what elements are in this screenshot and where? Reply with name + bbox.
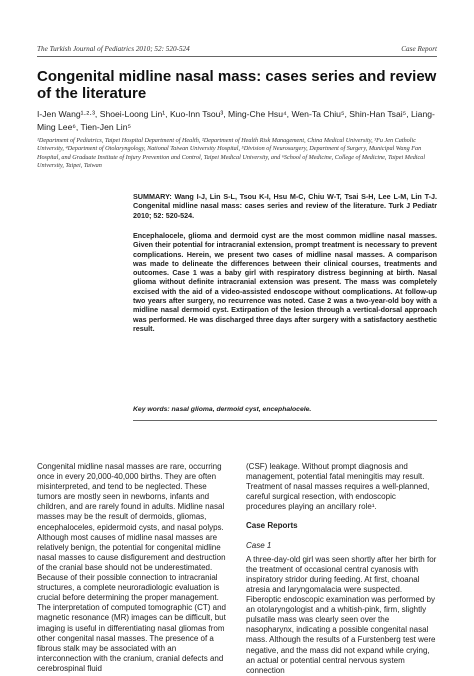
intro-continuation: (CSF) leakage. Without prompt diagnosis and management, potential fatal meningitis may result. Treatment of nasal masses requires a well-planned, careful surgical resection, with endoscopic procedures playing an ancillary role¹.: [246, 462, 430, 512]
left-column: [37, 462, 231, 674]
case-1-heading: Case 1: [246, 540, 272, 550]
affiliations: ¹Department of Pediatrics, Taipei Hospital Department of Health, ²Department of Health Risk Management, China Medical University, ³Fu Jen Catholic University, ⁴Department of Otolaryngology, National Taiwan University Hospital, ⁵Division of Neurosurgery, Department of Surgery, Municipal Wang Fan Hospital, and Graduate Institute of Injury Prevention and Control, Taipei Medical University, and ⁶School of Medicine, College of Medicine, Taipei Medical University, Taipei, Taiwan: [37, 137, 426, 170]
running-head: [37, 45, 437, 53]
author-list: I-Jen Wang¹·²·³, Shoei-Loong Lin¹, Kuo-Inn Tsou³, Ming-Che Hsu⁴, Wen-Ta Chiu⁵, Shin-Han Tsai⁵, Liang-Ming Lee⁶, Tien-Jen Lin⁵: [37, 109, 435, 132]
header-rule: [37, 56, 437, 57]
case-1-paragraph: A three-day-old girl was seen shortly after her birth for the treatment of occasional central cyanosis with inspiratory stridor during feeding. At first, choanal atresia and laryngomalacia were suspected. Fiberoptic endoscopic examination was performed by an otolaryngologist and a whitish-pink, firm, slightly pulsatile mass was clearly seen over the nasopharynx, indicating a possible congenital nasal mass. Although the results of a Furstenberg test were negative, and the mass did not expand while crying, an actual or potential central nervous system connection: [246, 554, 437, 675]
summary-citation: SUMMARY: Wang I-J, Lin S-L, Tsou K-I, Hsu M-C, Chiu W-T, Tsai S-H, Lee L-M, Lin T-J. Congenital midline nasal mass: cases series and review of the literature. Turk J Pediatr 2010; 52: 520-524.: [133, 192, 437, 220]
section-heading-case-reports: Case Reports: [246, 521, 298, 531]
abstract-text: Encephalocele, glioma and dermoid cyst are the most common midline nasal masses. Given their potential for intracranial extension, prompt treatment is necessary to prevent complications. Herein, we present two cases of midline nasal masses. A comparison was made to delineate the differences between their clinical courses, treatments and outcomes. Case 1 was a baby girl with respiratory distress beginning at birth. Nasal glioma without definite intracranial extension was present. The mass was completely excised with the aid of a video-assisted endoscope without complications. At follow-up two years after surgery, no recurrence was noted. Case 2 was a two-year-old boy with a midline nasal dermoid cyst. Extirpation of the lesion through a vertical-dorsal approach was performed. He was discharged three days after surgery with a satisfactory aesthetic result.: [133, 231, 437, 333]
journal-citation: The Turkish Journal of Pediatrics 2010; 52: 520-524: [37, 45, 190, 53]
keywords: Key words: nasal glioma, dermoid cyst, encephalocele.: [133, 406, 312, 413]
article-type: Case Report: [401, 45, 437, 53]
article-title: Congenital midline nasal mass: cases series and review of the literature: [37, 68, 437, 102]
intro-paragraph: Congenital midline nasal masses are rare, occurring once in every 20,000-40,000 births. They are often misinterpreted, and tend to be neglected. These tumors are mostly seen in newborns, infants and children, and are rarely found in adults. Midline nasal masses may be the result of dermoids, gliomas, encephaloceles, epidermoid cysts, and nasal polyps. Although most causes of midline nasal masses are relatively benign, the potential for congenital midline nasal masses to cause disfigurement and destruction of the cranial base should not be underestimated. Because of their possible connection to intracranial structures, a complete neuroradiologic evaluation is crucial before determining the proper management. The interpretation of computed tomographic (CT) and magnetic resonance (MR) images can be difficult, but imaging is useful in differentiating nasal gliomas from other congenital nasal masses. The presence of a fibrous stalk may be associated with an interconnection with the cranium, cranial defects and cerebrospinal fluid: [37, 462, 226, 673]
right-column: [246, 462, 437, 676]
abstract-rule: [133, 420, 437, 421]
